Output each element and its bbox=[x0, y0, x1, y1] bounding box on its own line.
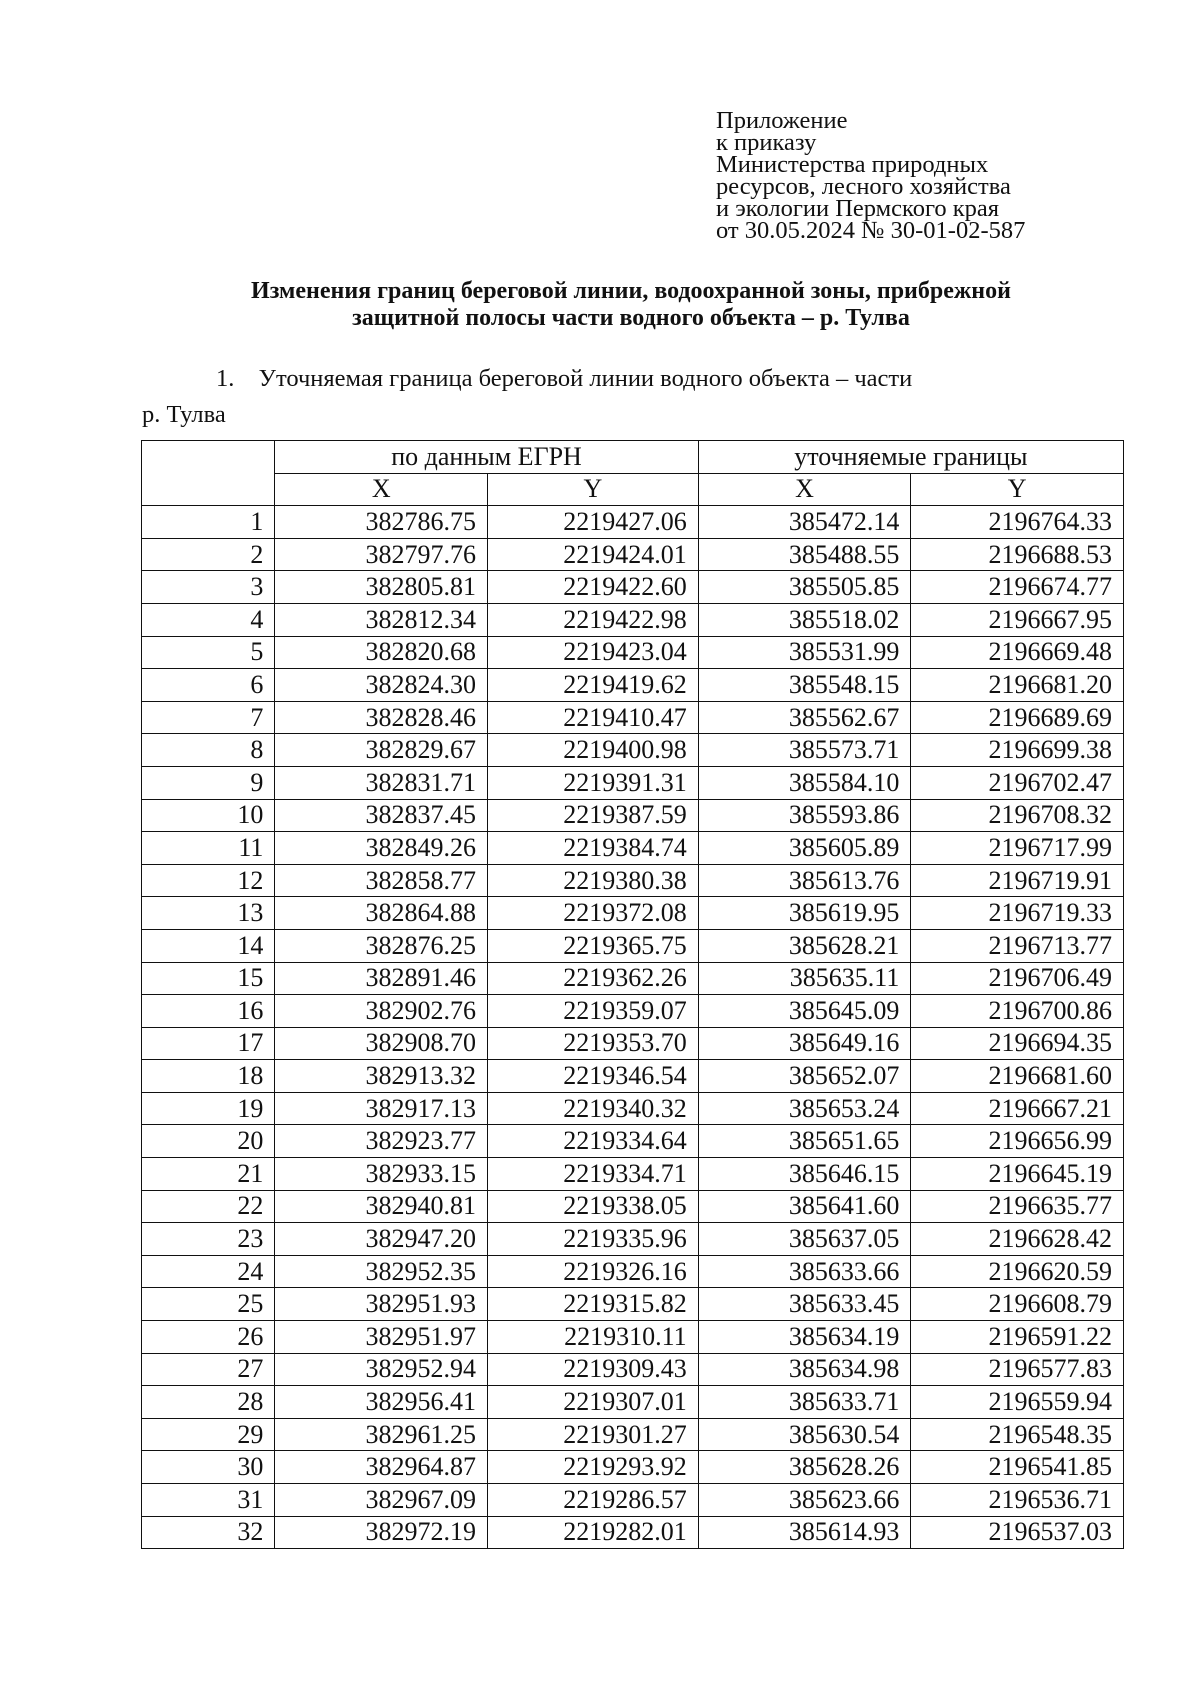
table-sub-header-row bbox=[142, 473, 1124, 506]
refined-y-cell: 2196667.95 bbox=[911, 603, 1124, 636]
table-row bbox=[142, 1484, 1124, 1517]
egrn-y-cell: 2219309.43 bbox=[488, 1353, 699, 1386]
refined-y-cell: 2196577.83 bbox=[911, 1353, 1124, 1386]
point-number-cell: 32 bbox=[142, 1516, 275, 1549]
table-row bbox=[142, 1223, 1124, 1256]
refined-y-cell: 2196656.99 bbox=[911, 1125, 1124, 1158]
egrn-x-cell: 382956.41 bbox=[275, 1386, 488, 1419]
point-number-cell: 2 bbox=[142, 538, 275, 571]
egrn-x-cell: 382864.88 bbox=[275, 897, 488, 930]
point-number-cell: 19 bbox=[142, 1092, 275, 1125]
refined-x-cell: 385584.10 bbox=[698, 766, 911, 799]
table-row bbox=[142, 1516, 1124, 1549]
egrn-x-cell: 382951.97 bbox=[275, 1321, 488, 1354]
table-row bbox=[142, 636, 1124, 669]
table-row bbox=[142, 1386, 1124, 1419]
refined-x-cell: 385633.66 bbox=[698, 1255, 911, 1288]
table-row bbox=[142, 1353, 1124, 1386]
table-row bbox=[142, 1255, 1124, 1288]
egrn-y-cell: 2219286.57 bbox=[488, 1484, 699, 1517]
egrn-y-cell: 2219282.01 bbox=[488, 1516, 699, 1549]
point-number-cell: 27 bbox=[142, 1353, 275, 1386]
table-row bbox=[142, 1125, 1124, 1158]
table-row bbox=[142, 1288, 1124, 1321]
refined-x-cell: 385505.85 bbox=[698, 571, 911, 604]
refined-group-header: уточняемые границы bbox=[698, 441, 1123, 474]
refined-x-cell: 385548.15 bbox=[698, 669, 911, 702]
refined-y-cell: 2196537.03 bbox=[911, 1516, 1124, 1549]
appendix-header-line: к приказу bbox=[716, 129, 817, 156]
table-row bbox=[142, 864, 1124, 897]
refined-y-cell: 2196674.77 bbox=[911, 571, 1124, 604]
refined-y-cell: 2196669.48 bbox=[911, 636, 1124, 669]
egrn-x-cell: 382831.71 bbox=[275, 766, 488, 799]
point-number-cell: 9 bbox=[142, 766, 275, 799]
table-row bbox=[142, 701, 1124, 734]
refined-x-cell: 385633.71 bbox=[698, 1386, 911, 1419]
refined-y-cell: 2196620.59 bbox=[911, 1255, 1124, 1288]
section-text-continuation: р. Тулва bbox=[142, 401, 226, 428]
point-number-cell: 17 bbox=[142, 1027, 275, 1060]
section-number: 1. bbox=[216, 365, 235, 392]
table-row bbox=[142, 929, 1124, 962]
egrn-x-cell: 382908.70 bbox=[275, 1027, 488, 1060]
table-row bbox=[142, 832, 1124, 865]
egrn-x-cell: 382891.46 bbox=[275, 962, 488, 995]
egrn-y-cell: 2219359.07 bbox=[488, 995, 699, 1028]
egrn-y-cell: 2219315.82 bbox=[488, 1288, 699, 1321]
egrn-x-cell: 382972.19 bbox=[275, 1516, 488, 1549]
point-number-cell: 18 bbox=[142, 1060, 275, 1093]
egrn-x-cell: 382964.87 bbox=[275, 1451, 488, 1484]
egrn-y-cell: 2219293.92 bbox=[488, 1451, 699, 1484]
refined-y-cell: 2196713.77 bbox=[911, 929, 1124, 962]
egrn-x-cell: 382917.13 bbox=[275, 1092, 488, 1125]
egrn-y-cell: 2219362.26 bbox=[488, 962, 699, 995]
refined-x-cell: 385628.21 bbox=[698, 929, 911, 962]
table-row bbox=[142, 766, 1124, 799]
point-number-cell: 30 bbox=[142, 1451, 275, 1484]
refined-x-cell: 385619.95 bbox=[698, 897, 911, 930]
egrn-y-cell: 2219334.64 bbox=[488, 1125, 699, 1158]
refined-y-cell: 2196667.21 bbox=[911, 1092, 1124, 1125]
egrn-y-cell: 2219422.60 bbox=[488, 571, 699, 604]
refined-x-cell: 385605.89 bbox=[698, 832, 911, 865]
refined-y-cell: 2196541.85 bbox=[911, 1451, 1124, 1484]
refined-x-cell: 385614.93 bbox=[698, 1516, 911, 1549]
egrn-x-cell: 382933.15 bbox=[275, 1158, 488, 1191]
point-number-cell: 28 bbox=[142, 1386, 275, 1419]
refined-x-cell: 385646.15 bbox=[698, 1158, 911, 1191]
refined-x-cell: 385531.99 bbox=[698, 636, 911, 669]
egrn-x-cell: 382824.30 bbox=[275, 669, 488, 702]
egrn-y-cell: 2219365.75 bbox=[488, 929, 699, 962]
refined-y-cell: 2196591.22 bbox=[911, 1321, 1124, 1354]
refined-x-cell: 385518.02 bbox=[698, 603, 911, 636]
table-row bbox=[142, 897, 1124, 930]
egrn-x-cell: 382947.20 bbox=[275, 1223, 488, 1256]
refined-x-cell: 385634.98 bbox=[698, 1353, 911, 1386]
egrn-y-cell: 2219335.96 bbox=[488, 1223, 699, 1256]
table-group-header-row bbox=[142, 441, 1124, 474]
document-title-line: Изменения границ береговой линии, водоохранной зоны, прибрежной bbox=[251, 278, 1011, 304]
table-row bbox=[142, 1321, 1124, 1354]
egrn-x-cell: 382786.75 bbox=[275, 506, 488, 539]
table-row bbox=[142, 1451, 1124, 1484]
point-number-cell: 15 bbox=[142, 962, 275, 995]
refined-y-cell: 2196708.32 bbox=[911, 799, 1124, 832]
table-row bbox=[142, 962, 1124, 995]
egrn-x-cell: 382961.25 bbox=[275, 1418, 488, 1451]
refined-x-cell: 385613.76 bbox=[698, 864, 911, 897]
point-number-cell: 14 bbox=[142, 929, 275, 962]
egrn-y-cell: 2219422.98 bbox=[488, 603, 699, 636]
refined-y-cell: 2196706.49 bbox=[911, 962, 1124, 995]
refined-x-cell: 385623.66 bbox=[698, 1484, 911, 1517]
table-row bbox=[142, 1092, 1124, 1125]
refined-y-cell: 2196608.79 bbox=[911, 1288, 1124, 1321]
refined-x-cell: 385634.19 bbox=[698, 1321, 911, 1354]
section-text: Уточняемая граница береговой линии водного объекта – части bbox=[258, 365, 913, 392]
table-row bbox=[142, 538, 1124, 571]
point-number-cell: 24 bbox=[142, 1255, 275, 1288]
refined-x-cell: 385633.45 bbox=[698, 1288, 911, 1321]
refined-x-cell: 385641.60 bbox=[698, 1190, 911, 1223]
point-number-cell: 20 bbox=[142, 1125, 275, 1158]
table-row bbox=[142, 669, 1124, 702]
table-row bbox=[142, 799, 1124, 832]
refined-y-cell: 2196536.71 bbox=[911, 1484, 1124, 1517]
refined-y-cell: 2196548.35 bbox=[911, 1418, 1124, 1451]
point-number-cell: 1 bbox=[142, 506, 275, 539]
point-number-cell: 8 bbox=[142, 734, 275, 767]
table-row bbox=[142, 995, 1124, 1028]
egrn-x-cell: 382913.32 bbox=[275, 1060, 488, 1093]
refined-y-header: Y bbox=[911, 473, 1124, 506]
point-number-cell: 13 bbox=[142, 897, 275, 930]
point-number-cell: 5 bbox=[142, 636, 275, 669]
refined-y-cell: 2196559.94 bbox=[911, 1386, 1124, 1419]
refined-x-cell: 385593.86 bbox=[698, 799, 911, 832]
egrn-y-cell: 2219391.31 bbox=[488, 766, 699, 799]
refined-x-cell: 385488.55 bbox=[698, 538, 911, 571]
refined-x-cell: 385651.65 bbox=[698, 1125, 911, 1158]
egrn-x-cell: 382858.77 bbox=[275, 864, 488, 897]
refined-x-header: X bbox=[698, 473, 911, 506]
refined-x-cell: 385649.16 bbox=[698, 1027, 911, 1060]
refined-x-cell: 385562.67 bbox=[698, 701, 911, 734]
table-row bbox=[142, 734, 1124, 767]
refined-x-cell: 385573.71 bbox=[698, 734, 911, 767]
point-number-cell: 7 bbox=[142, 701, 275, 734]
refined-y-cell: 2196717.99 bbox=[911, 832, 1124, 865]
point-number-cell: 26 bbox=[142, 1321, 275, 1354]
appendix-header-line: ресурсов, лесного хозяйства bbox=[716, 173, 1011, 200]
point-number-cell: 23 bbox=[142, 1223, 275, 1256]
point-number-header bbox=[142, 441, 275, 506]
refined-y-cell: 2196702.47 bbox=[911, 766, 1124, 799]
point-number-cell: 10 bbox=[142, 799, 275, 832]
egrn-x-cell: 382829.67 bbox=[275, 734, 488, 767]
table-body bbox=[142, 506, 1124, 1549]
refined-x-cell: 385637.05 bbox=[698, 1223, 911, 1256]
egrn-x-cell: 382952.94 bbox=[275, 1353, 488, 1386]
egrn-x-cell: 382876.25 bbox=[275, 929, 488, 962]
refined-x-cell: 385472.14 bbox=[698, 506, 911, 539]
point-number-cell: 16 bbox=[142, 995, 275, 1028]
appendix-header-line: Министерства природных bbox=[716, 151, 989, 178]
egrn-x-cell: 382940.81 bbox=[275, 1190, 488, 1223]
refined-y-cell: 2196699.38 bbox=[911, 734, 1124, 767]
egrn-x-cell: 382951.93 bbox=[275, 1288, 488, 1321]
refined-y-cell: 2196645.19 bbox=[911, 1158, 1124, 1191]
point-number-cell: 3 bbox=[142, 571, 275, 604]
egrn-y-cell: 2219340.32 bbox=[488, 1092, 699, 1125]
section-heading bbox=[142, 361, 912, 433]
point-number-cell: 25 bbox=[142, 1288, 275, 1321]
egrn-x-cell: 382923.77 bbox=[275, 1125, 488, 1158]
table-row bbox=[142, 1158, 1124, 1191]
refined-y-cell: 2196719.91 bbox=[911, 864, 1124, 897]
egrn-x-cell: 382797.76 bbox=[275, 538, 488, 571]
refined-y-cell: 2196688.53 bbox=[911, 538, 1124, 571]
egrn-y-cell: 2219310.11 bbox=[488, 1321, 699, 1354]
egrn-y-cell: 2219301.27 bbox=[488, 1418, 699, 1451]
egrn-y-cell: 2219427.06 bbox=[488, 506, 699, 539]
egrn-y-cell: 2219384.74 bbox=[488, 832, 699, 865]
egrn-x-cell: 382828.46 bbox=[275, 701, 488, 734]
table-row bbox=[142, 1027, 1124, 1060]
point-number-cell: 29 bbox=[142, 1418, 275, 1451]
table-row bbox=[142, 571, 1124, 604]
point-number-cell: 31 bbox=[142, 1484, 275, 1517]
egrn-y-header: Y bbox=[488, 473, 699, 506]
egrn-y-cell: 2219346.54 bbox=[488, 1060, 699, 1093]
appendix-header bbox=[716, 107, 1026, 244]
refined-x-cell: 385653.24 bbox=[698, 1092, 911, 1125]
egrn-y-cell: 2219423.04 bbox=[488, 636, 699, 669]
egrn-x-cell: 382820.68 bbox=[275, 636, 488, 669]
egrn-y-cell: 2219307.01 bbox=[488, 1386, 699, 1419]
refined-x-cell: 385652.07 bbox=[698, 1060, 911, 1093]
egrn-x-cell: 382812.34 bbox=[275, 603, 488, 636]
egrn-x-header: X bbox=[275, 473, 488, 506]
egrn-y-cell: 2219419.62 bbox=[488, 669, 699, 702]
egrn-group-header: по данным ЕГРН bbox=[275, 441, 698, 474]
appendix-header-line: Приложение bbox=[716, 107, 848, 134]
refined-y-cell: 2196764.33 bbox=[911, 506, 1124, 539]
egrn-x-cell: 382837.45 bbox=[275, 799, 488, 832]
refined-y-cell: 2196681.20 bbox=[911, 669, 1124, 702]
refined-x-cell: 385628.26 bbox=[698, 1451, 911, 1484]
egrn-y-cell: 2219387.59 bbox=[488, 799, 699, 832]
table-row bbox=[142, 603, 1124, 636]
egrn-x-cell: 382902.76 bbox=[275, 995, 488, 1028]
point-number-cell: 11 bbox=[142, 832, 275, 865]
egrn-x-cell: 382849.26 bbox=[275, 832, 488, 865]
egrn-y-cell: 2219338.05 bbox=[488, 1190, 699, 1223]
table-row bbox=[142, 506, 1124, 539]
refined-y-cell: 2196628.42 bbox=[911, 1223, 1124, 1256]
egrn-y-cell: 2219400.98 bbox=[488, 734, 699, 767]
refined-y-cell: 2196681.60 bbox=[911, 1060, 1124, 1093]
refined-y-cell: 2196700.86 bbox=[911, 995, 1124, 1028]
point-number-cell: 6 bbox=[142, 669, 275, 702]
egrn-x-cell: 382805.81 bbox=[275, 571, 488, 604]
point-number-cell: 4 bbox=[142, 603, 275, 636]
refined-y-cell: 2196635.77 bbox=[911, 1190, 1124, 1223]
refined-y-cell: 2196689.69 bbox=[911, 701, 1124, 734]
table-row bbox=[142, 1418, 1124, 1451]
refined-x-cell: 385635.11 bbox=[698, 962, 911, 995]
egrn-y-cell: 2219410.47 bbox=[488, 701, 699, 734]
document-title bbox=[100, 278, 1162, 332]
refined-y-cell: 2196694.35 bbox=[911, 1027, 1124, 1060]
appendix-header-line: и экологии Пермского края bbox=[716, 195, 1000, 222]
point-number-cell: 21 bbox=[142, 1158, 275, 1191]
point-number-cell: 12 bbox=[142, 864, 275, 897]
egrn-y-cell: 2219334.71 bbox=[488, 1158, 699, 1191]
egrn-y-cell: 2219353.70 bbox=[488, 1027, 699, 1060]
table-row bbox=[142, 1060, 1124, 1093]
point-number-cell: 22 bbox=[142, 1190, 275, 1223]
coordinates-table bbox=[141, 440, 1124, 1549]
egrn-y-cell: 2219326.16 bbox=[488, 1255, 699, 1288]
egrn-y-cell: 2219424.01 bbox=[488, 538, 699, 571]
egrn-x-cell: 382952.35 bbox=[275, 1255, 488, 1288]
appendix-header-line: от 30.05.2024 № 30-01-02-587 bbox=[716, 217, 1026, 244]
refined-x-cell: 385630.54 bbox=[698, 1418, 911, 1451]
egrn-y-cell: 2219372.08 bbox=[488, 897, 699, 930]
table-row bbox=[142, 1190, 1124, 1223]
refined-x-cell: 385645.09 bbox=[698, 995, 911, 1028]
refined-y-cell: 2196719.33 bbox=[911, 897, 1124, 930]
egrn-x-cell: 382967.09 bbox=[275, 1484, 488, 1517]
egrn-y-cell: 2219380.38 bbox=[488, 864, 699, 897]
document-title-line: защитной полосы части водного объекта – р. Тулва bbox=[352, 305, 910, 331]
